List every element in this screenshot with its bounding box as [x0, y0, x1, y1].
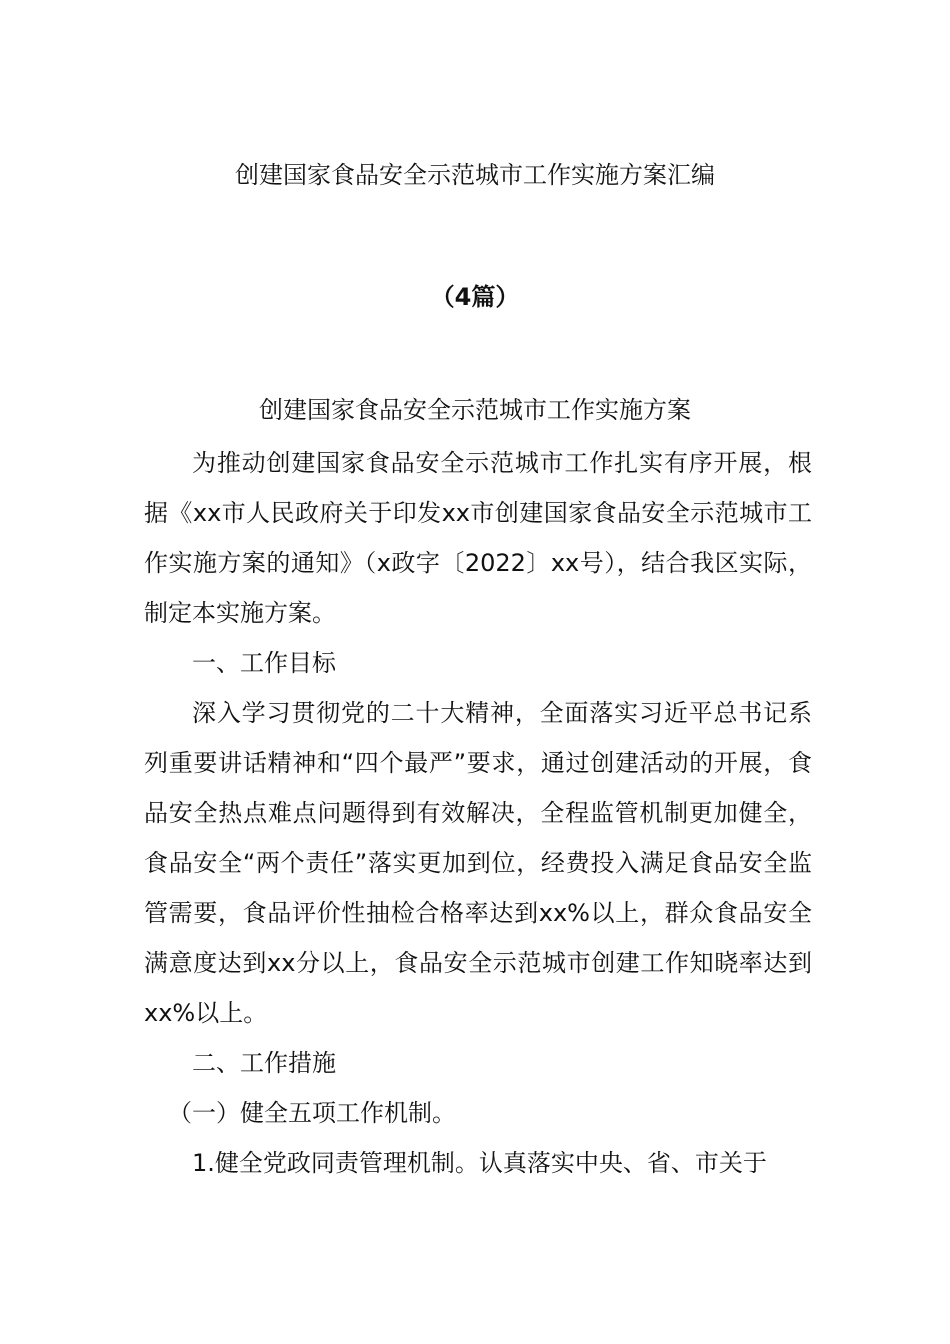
intro-paragraph: 为推动创建国家食品安全示范城市工作扎实有序开展，根据《xx市人民政府关于印发xx市创建国家食品安全示范城市工作实施方案的通知》（x政字〔2022〕xx号），结合我区实际，制定本实施方案。 — [144, 449, 812, 627]
heading-work-goals: 一、工作目标 — [192, 649, 336, 677]
measure-item-1: 1.健全党政同责管理机制。认真落实中央、省、市关于 — [192, 1149, 767, 1177]
section-title: 创建国家食品安全示范城市工作实施方案 — [259, 396, 691, 424]
article-count: （4篇） — [430, 283, 520, 311]
document-body — [144, 438, 812, 1188]
goals-paragraph: 深入学习贯彻党的二十大精神，全面落实习近平总书记系列重要讲话精神和“四个最严”要求，通过创建活动的开展，食品安全热点难点问题得到有效解决，全程监管机制更加健全，食品安全“两个责任”落实更加到位，经费投入满足食品安全监管需要，食品评价性抽检合格率达到xx%以上，群众食品安全满意度达到xx分以上，食品安全示范城市创建工作知晓率达到xx%以上。 — [144, 699, 812, 1027]
document-title: 创建国家食品安全示范城市工作实施方案汇编 — [235, 161, 715, 189]
subheading-mechanisms: （一）健全五项工作机制。 — [168, 1099, 456, 1127]
heading-work-measures: 二、工作措施 — [192, 1049, 336, 1077]
